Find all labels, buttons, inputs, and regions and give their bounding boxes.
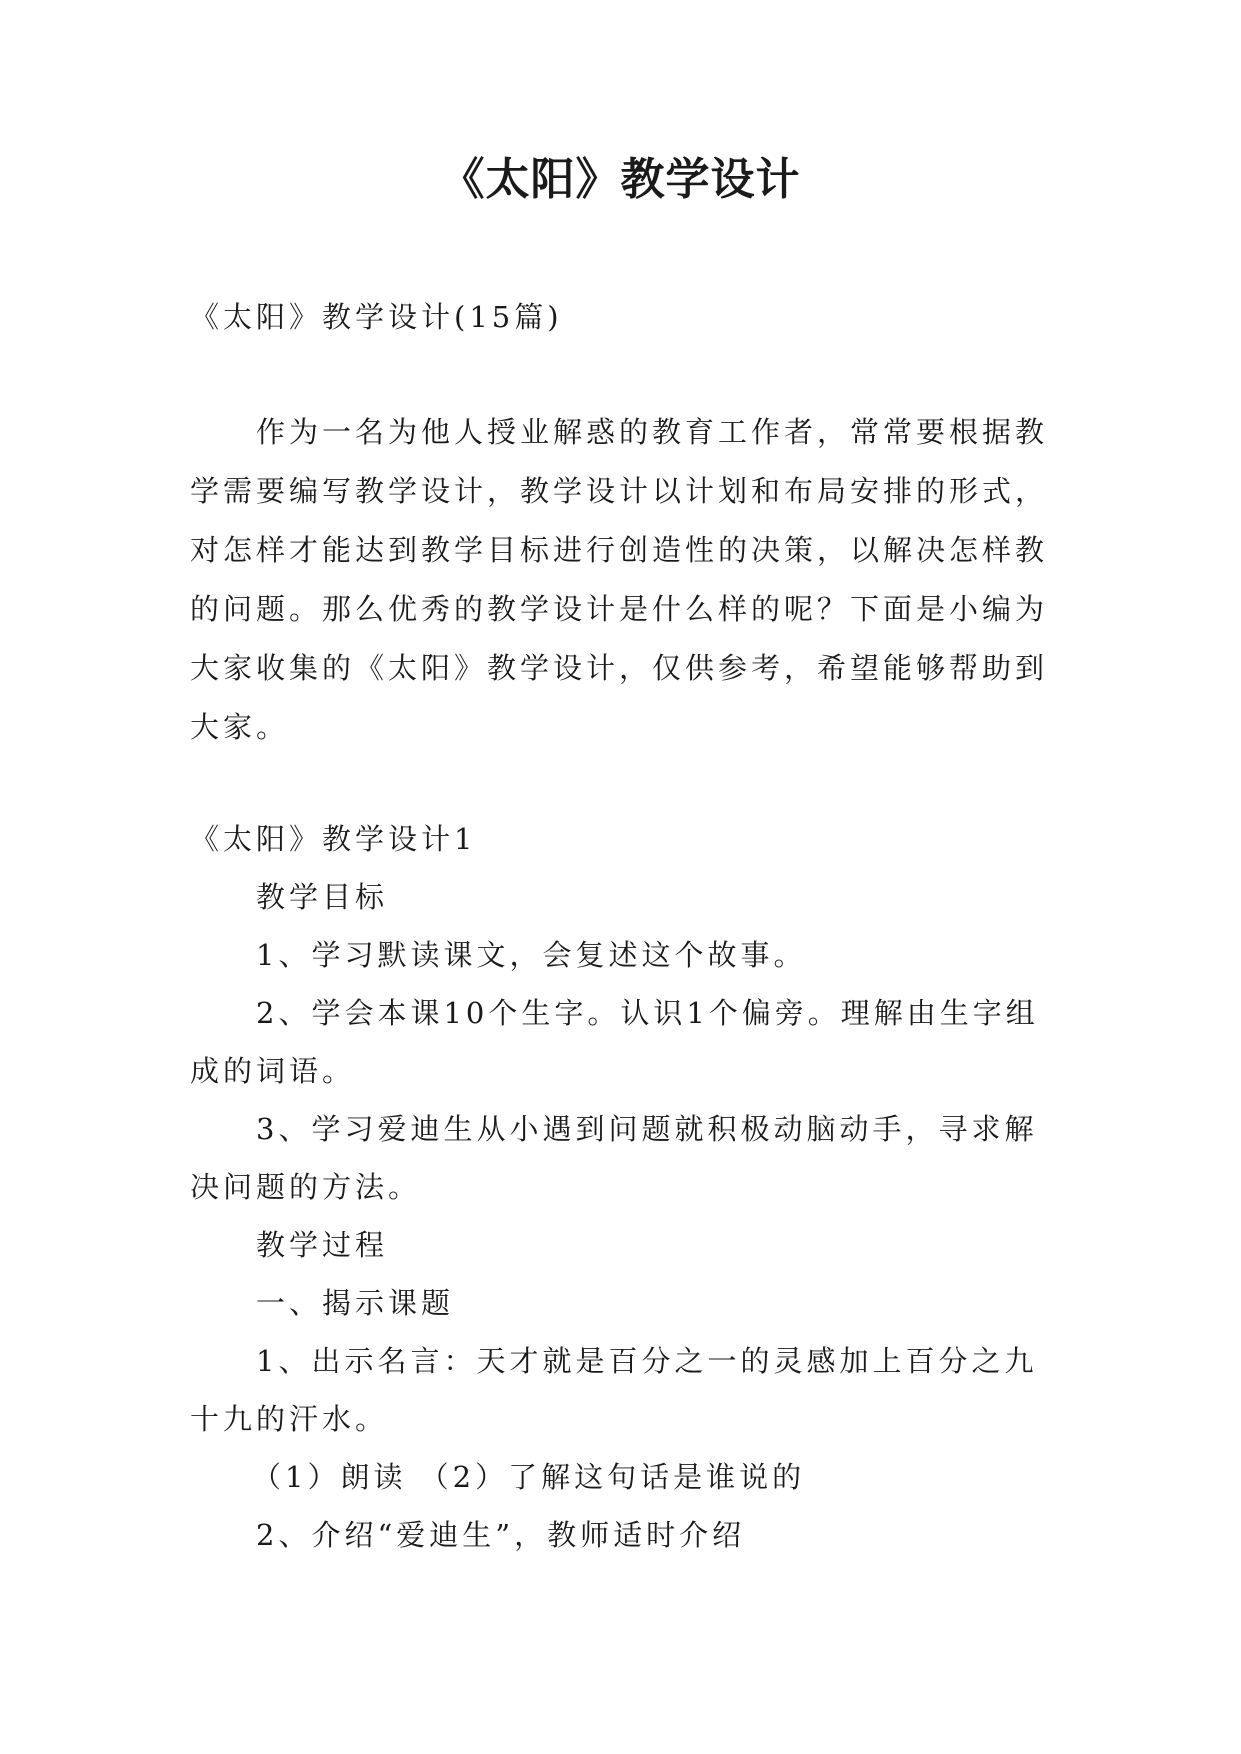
paragraph-goal-1: 1、学习默读课文，会复述这个故事。 (256, 938, 807, 972)
paragraph-goal-3: 3、学习爱迪生从小遇到问题就积极动脑动手，寻求解决问题的方法。 (190, 1112, 1038, 1204)
section-heading: 《太阳》教学设计1 (190, 822, 477, 856)
document-title: 《太阳》教学设计 (440, 154, 801, 205)
paragraph-goal-2: 2、学会本课10个生字。认识1个偏旁。理解由生字组成的词语。 (190, 996, 1039, 1088)
paragraph-quote: 1、出示名言：天才就是百分之一的灵感加上百分之九十九的汗水。 (190, 1344, 1038, 1436)
paragraph-subitems: （1）朗读 （2）了解这句话是谁说的 (252, 1460, 806, 1494)
section-1 (190, 810, 1070, 1564)
intro-paragraph: 作为一名为他人授业解惑的教育工作者，常常要根据教学需要编写教学设计，教学设计以计划和布局安排的形式，对怎样才能达到教学目标进行创造性的决策，以解决怎样教的问题。那么优秀的教学设计是什么样的呢？下面是小编为大家收集的《太阳》教学设计，仅供参考，希望能够帮助到大家。 (190, 415, 1049, 744)
paragraph-teaching-process: 教学过程 (256, 1228, 389, 1262)
paragraph-step-1: 一、揭示课题 (256, 1286, 455, 1320)
paragraph-introduce-edison: 2、介绍“爱迪生”，教师适时介绍 (256, 1518, 746, 1552)
paragraph-teaching-goals: 教学目标 (256, 880, 389, 914)
document-subtitle: 《太阳》教学设计(15篇) (190, 300, 563, 334)
